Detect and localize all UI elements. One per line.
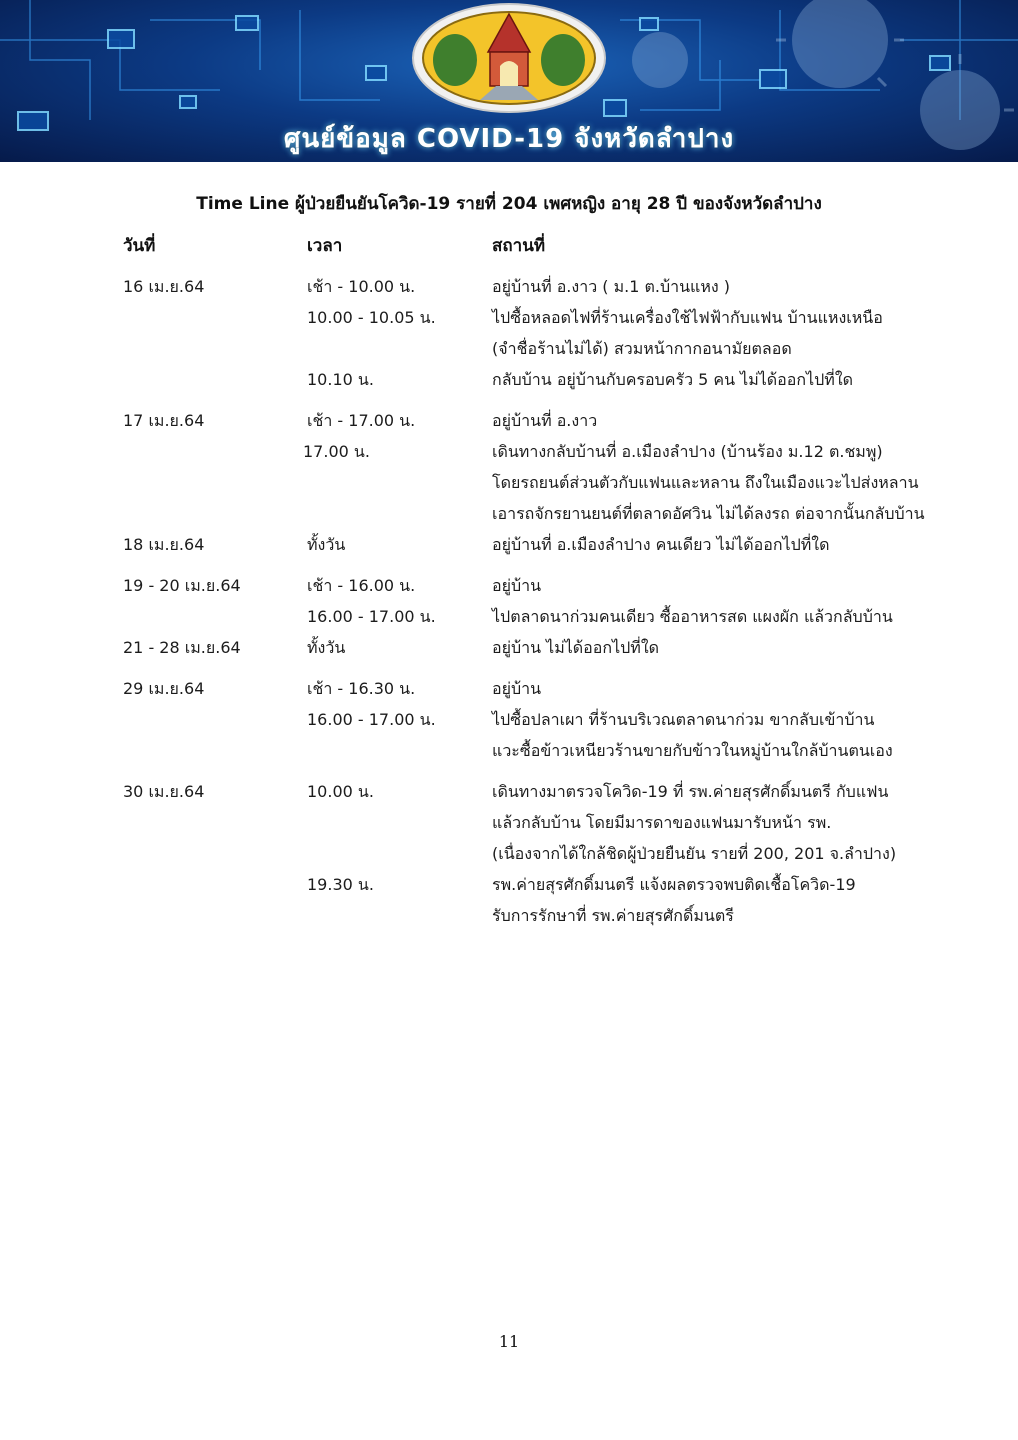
timeline-place-line: ไปตลาดนาก่วมคนเดียว ซื้ออาหารสด แผงผัก แล้วกลับบ้าน (492, 607, 893, 626)
timeline-date: 29 เม.ย.64 (123, 679, 205, 698)
timeline-place-line: โดยรถยนต์ส่วนตัวกับแฟนและหลาน ถึงในเมืองแวะไปส่งหลาน (492, 473, 919, 492)
timeline-time: 10.00 น. (307, 782, 374, 801)
timeline-time: 17.00 น. (303, 442, 370, 461)
timeline-place-line: ไปซื้อปลาเผา ที่ร้านบริเวณตลาดนาก่วม ขากลับเข้าบ้าน (492, 710, 875, 729)
timeline-place-line: อยู่บ้านที่ อ.งาว ( ม.1 ต.บ้านแหง ) (492, 277, 731, 296)
timeline-place-line: (จำชื่อร้านไม่ได้) สวมหน้ากากอนามัยตลอด (492, 339, 792, 358)
column-header-place: สถานที่ (492, 236, 546, 256)
timeline-place-line: อยู่บ้านที่ อ.งาว (492, 411, 598, 430)
timeline-time: 16.00 - 17.00 น. (307, 607, 436, 626)
timeline-time: เช้า - 16.30 น. (307, 679, 416, 698)
timeline-place-line: กลับบ้าน อยู่บ้านกับครอบครัว 5 คน ไม่ได้ออกไปที่ใด (492, 370, 854, 389)
timeline-time: เช้า - 17.00 น. (307, 411, 416, 430)
timeline-place-line: แล้วกลับบ้าน โดยมีมารดาของแฟนมารับหน้า รพ. (492, 813, 832, 832)
column-header-time: เวลา (307, 236, 343, 256)
timeline-place-line: อยู่บ้าน ไม่ได้ออกไปที่ใด (492, 638, 660, 657)
timeline-time: เช้า - 16.00 น. (307, 576, 416, 595)
timeline-date: 19 - 20 เม.ย.64 (123, 576, 241, 595)
timeline-place-line: เดินทางกลับบ้านที่ อ.เมืองลำปาง (บ้านร้อง ม.12 ต.ชมพู) (492, 442, 883, 461)
timeline-place-line: ไปซื้อหลอดไฟที่ร้านเครื่องใช้ไฟฟ้ากับแฟน บ้านแหงเหนือ (492, 308, 883, 327)
timeline-place-line: เอารถจักรยานยนต์ที่ตลาดอัศวิน ไม่ได้ลงรถ ต่อจากนั้นกลับบ้าน (492, 504, 925, 523)
timeline-place-line: รพ.ค่ายสุรศักดิ์มนตรี แจ้งผลตรวจพบติดเชื้อโควิด-19 (492, 875, 856, 894)
timeline-date: 21 - 28 เม.ย.64 (123, 638, 241, 657)
column-header-date: วันที่ (123, 236, 156, 256)
page-number: 11 (498, 1332, 520, 1351)
timeline-date: 30 เม.ย.64 (123, 782, 205, 801)
timeline-time: เช้า - 10.00 น. (307, 277, 416, 296)
timeline-time: 10.10 น. (307, 370, 374, 389)
timeline-date: 18 เม.ย.64 (123, 535, 205, 554)
timeline-place-line: รับการรักษาที่ รพ.ค่ายสุรศักดิ์มนตรี (492, 906, 734, 925)
banner-title: ศูนย์ข้อมูล COVID-19 จังหวัดลำปาง (283, 124, 735, 154)
timeline-time: 10.00 - 10.05 น. (307, 308, 436, 327)
timeline-date: 17 เม.ย.64 (123, 411, 205, 430)
lampang-province-seal-icon (413, 4, 605, 112)
timeline-place-line: อยู่บ้าน (492, 679, 542, 698)
timeline-place-line: อยู่บ้านที่ อ.เมืองลำปาง คนเดียว ไม่ได้ออกไปที่ใด (492, 535, 830, 554)
timeline-place-line: เดินทางมาตรวจโควิด-19 ที่ รพ.ค่ายสุรศักดิ์มนตรี กับแฟน (492, 782, 889, 801)
document-title: Time Line ผู้ป่วยยืนยันโควิด-19 รายที่ 204 เพศหญิง อายุ 28 ปี ของจังหวัดลำปาง (196, 194, 822, 214)
timeline-time: 19.30 น. (307, 875, 374, 894)
timeline-place-line: อยู่บ้าน (492, 576, 542, 595)
timeline-place-line: แวะซื้อข้าวเหนียวร้านขายกับข้าวในหมู่บ้านใกล้บ้านตนเอง (492, 741, 893, 760)
timeline-time: ทั้งวัน (307, 535, 346, 554)
header-banner (0, 0, 1018, 162)
timeline-time: ทั้งวัน (307, 638, 346, 657)
timeline-time: 16.00 - 17.00 น. (307, 710, 436, 729)
timeline-place-line: (เนื่องจากได้ใกล้ชิดผู้ป่วยยืนยัน รายที่ 200, 201 จ.ลำปาง) (492, 844, 897, 863)
timeline-date: 16 เม.ย.64 (123, 277, 205, 296)
